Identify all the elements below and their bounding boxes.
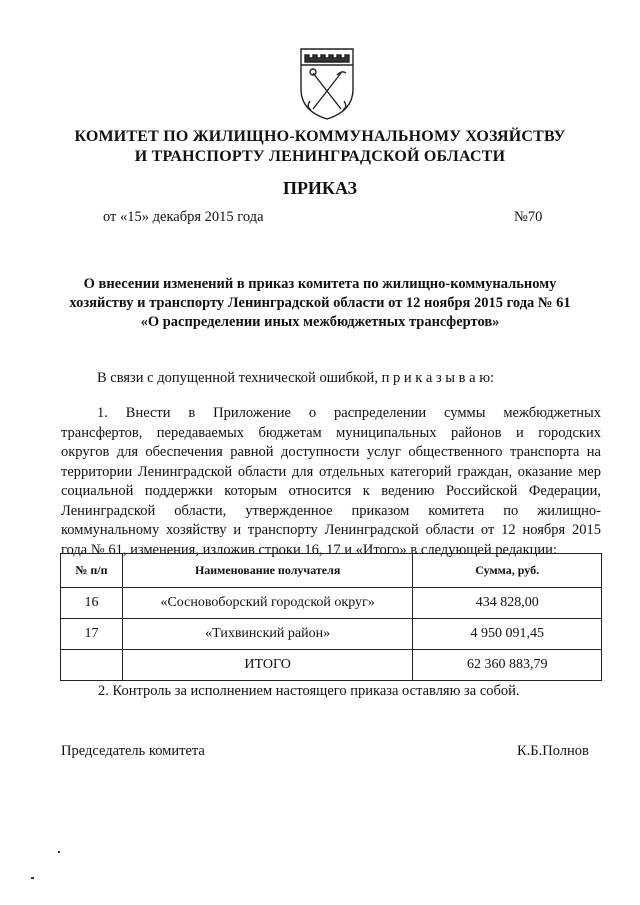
table-total-row (61, 650, 602, 681)
paragraph-1 (61, 404, 601, 560)
intro-text: В связи с допущенной технической ошибкой, п р и к а з ы в а ю: (97, 370, 495, 386)
cell-amount: 434 828,00 (413, 588, 602, 619)
cell-total-label: ИТОГО (122, 650, 413, 681)
paragraph-2: 2. Контроль за исполнением настоящего приказа оставляю за собой. (98, 683, 520, 699)
column-header-amount: Сумма, руб. (413, 554, 602, 588)
scan-speck (58, 851, 60, 853)
cell-number: 16 (61, 588, 123, 619)
paragraph-1-line: Ленинградской области, утвержденное приказом комитета по жилищно- (61, 502, 601, 519)
scan-speck (31, 877, 34, 879)
table-row (61, 588, 602, 619)
cell-amount: 4 950 091,45 (413, 619, 602, 650)
column-header-recipient: Наименование получателя (122, 554, 413, 588)
paragraph-1-line: года № 61, изменения, изложив строки 16, 17 и «Итого» в следующей редакции: (61, 541, 557, 558)
cell-total-amount: 62 360 883,79 (413, 650, 602, 681)
organization-name-line2: И ТРАНСПОРТУ ЛЕНИНГРАДСКОЙ ОБЛАСТИ (134, 148, 506, 165)
subject-line1: О внесении изменений в приказ комитета по жилищно-коммунальному (83, 276, 557, 292)
order-date: от «15» декабря 2015 года (103, 209, 264, 225)
subject-line2: хозяйству и транспорту Ленинградской области от 12 ноября 2015 года № 61 (69, 295, 571, 311)
signatory-role: Председатель комитета (61, 743, 205, 759)
order-number: №70 (514, 209, 543, 225)
cell-recipient: «Тихвинский район» (122, 619, 413, 650)
cell-recipient: «Сосновоборский городской округ» (122, 588, 413, 619)
table-row (61, 619, 602, 650)
document-title: ПРИКАЗ (282, 178, 358, 198)
cell-number (61, 650, 123, 681)
subject-line3: «О распределении иных межбюджетных трансфертов» (140, 314, 500, 330)
table-header-row (61, 554, 602, 588)
paragraph-1-line: коммунальному хозяйству и транспорту Ленинградской области от 12 ноября 2015 (61, 522, 601, 538)
coat-of-arms-icon (296, 43, 358, 121)
paragraph-1-line: округов для обеспечения равной доступности услуг общественного транспорта на (61, 444, 601, 460)
organization-name-line1: КОМИТЕТ ПО ЖИЛИЩНО-КОММУНАЛЬНОМУ ХОЗЯЙСТВУ (74, 128, 566, 145)
signatory-name: К.Б.Полнов (517, 743, 589, 759)
paragraph-1-line: 1. Внести в Приложение о распределении суммы межбюджетных (97, 405, 601, 421)
cell-number: 17 (61, 619, 123, 650)
recipients-table (60, 553, 602, 681)
paragraph-1-line: социальной поддержки которым относится к ведению Российской Федерации, (61, 483, 601, 499)
paragraph-1-line: трансфертов, передаваемых бюджетам муниципальных районов и городских (61, 424, 601, 441)
paragraph-1-line: территории Ленинградской области для отдельных категорий граждан, оказание мер (61, 463, 601, 480)
column-header-number: № п/п (61, 554, 123, 588)
